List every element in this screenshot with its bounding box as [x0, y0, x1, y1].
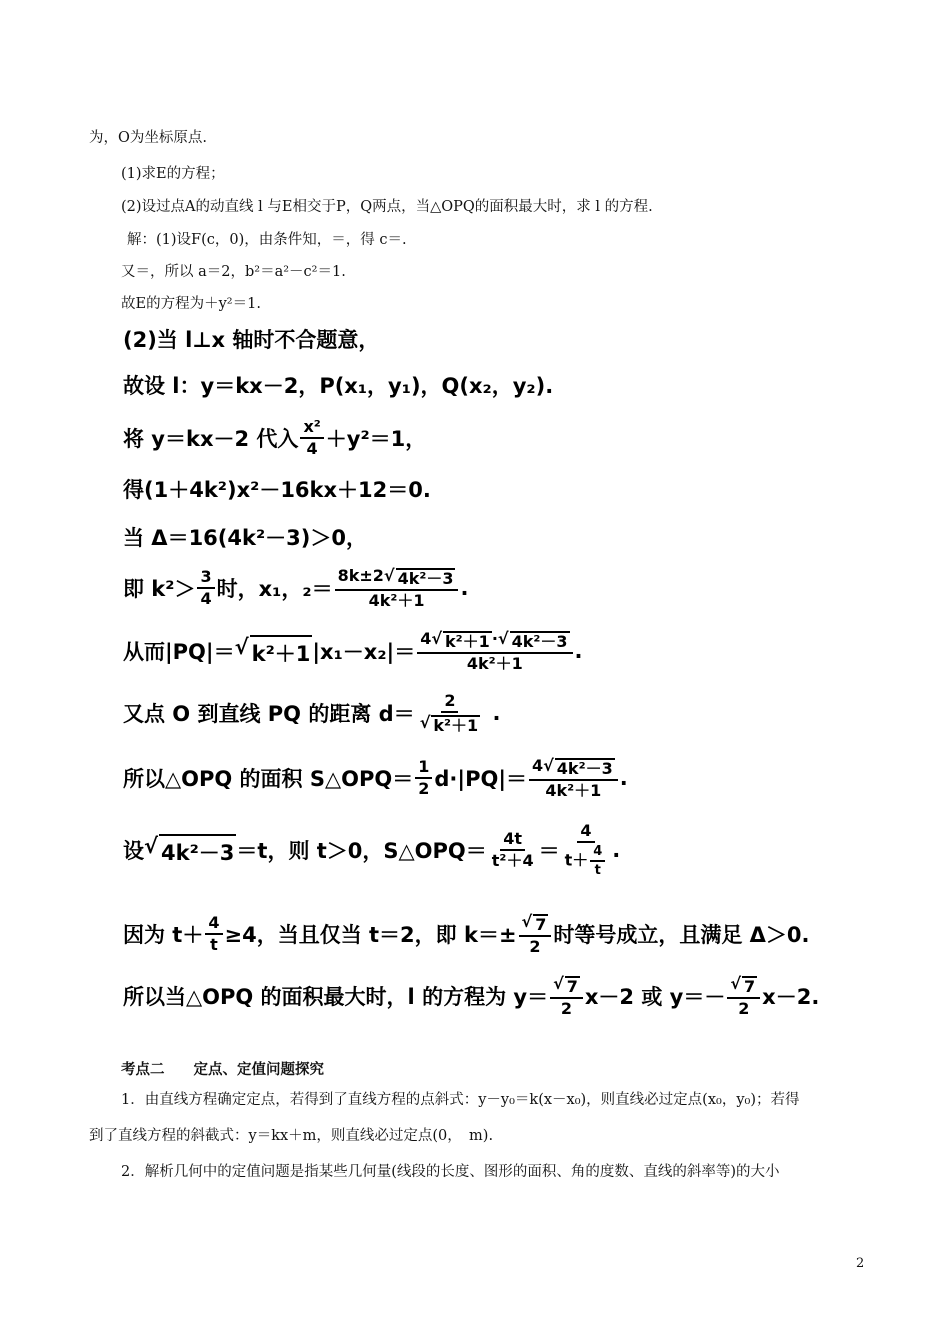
sol2-line-5: 当 Δ＝16(4k²－3)＞0，: [123, 526, 367, 550]
sol2-line-10-b: ＝t，则 t＞0，S△OPQ＝: [236, 839, 487, 863]
section-paragraph-1a: 1．由直线方程确定定点，若得到了直线方程的点斜式：y－y₀＝k(x－x₀)，则直线必过定点(x₀，y₀)；若得: [121, 1092, 800, 1108]
fraction-distance: 2 √ k²＋1: [419, 690, 479, 735]
fraction-area: 4 √ 4k²－3 4k²＋1: [529, 758, 618, 799]
solution-line-2: 又＝，所以 a＝2，b²＝a²－c²＝1.: [121, 264, 346, 280]
fraction-sqrt7-over-2-a: √ 7 2: [550, 976, 583, 1017]
fraction-roots: 8k±2 √ 4k²－3 4k²＋1: [335, 568, 459, 609]
section-paragraph-1b: 到了直线方程的斜截式：y＝kx＋m，则直线必过定点(0， m).: [89, 1128, 494, 1144]
section-paragraph-2: 2．解析几何中的定值问题是指某些几何量(线段的长度、图形的面积、角的度数、直线的斜率等)的大小: [121, 1164, 780, 1180]
solution-line-3: 故E的方程为＋y²＝1.: [121, 296, 261, 312]
sqrt-k2-plus-1: √ k²＋1: [234, 634, 311, 666]
fraction-sqrt7-over-2: √ 7 2: [519, 914, 552, 955]
sol2-line-1: (2)当 l⊥x 轴时不合题意，: [123, 328, 380, 352]
fraction-4t: $\frac{4t}{\text{t²＋4}}$: [491, 829, 534, 870]
sol2-line-12: [123, 966, 819, 1026]
sol2-line-3: [123, 412, 426, 464]
fraction-3-over-4: $\frac{3}{4}$: [197, 569, 214, 607]
fraction-x2-over-4: $\frac{\text{x²}}{4}$: [300, 419, 323, 457]
fraction-4-over-t: $\frac{4}{t}$: [205, 915, 222, 953]
fraction-sqrt7-over-2-b: √ 7 2: [727, 976, 760, 1017]
sol2-line-11-b: ≥4，当且仅当 t＝2，即 k＝±: [224, 923, 517, 947]
sol2-line-10: 设 √ 4k²－3 ＝t，则 t＞0，S△OPQ＝ $\frac{4t}{\text{t²＋4}}$ ＝ 4 t＋ $\frac{4}{t}$ .: [123, 821, 621, 878]
question-2: (2)设过点A的动直线 l 与E相交于P，Q两点，当△OPQ的面积最大时，求 l 的方程.: [121, 199, 653, 215]
sol2-line-8: 又点 O 到直线 PQ 的距离 d＝ 2 √ k²＋1 .: [123, 690, 501, 735]
sol2-line-9-b: d·|PQ|＝: [434, 767, 527, 791]
fraction-1-over-2: $\frac{1}{2}$: [415, 759, 432, 797]
page-number: 2: [856, 1256, 865, 1271]
fraction-4-over-t-plus: 4 t＋ $\frac{4}{t}$: [562, 823, 611, 877]
sol2-line-12-b: x－2 或 y＝－: [584, 985, 726, 1009]
sol2-line-9: 所以△OPQ 的面积 S△OPQ＝ $\frac{1}{2}$ d·|PQ|＝ 4 √ 4k²－3 4k²＋1 .: [123, 755, 628, 800]
fraction-pq-length: 4 √ k²＋1 · √ 4k²－3 4k²＋1: [417, 631, 572, 672]
sol2-line-2: 故设 l：y＝kx－2，P(x₁，y₁)，Q(x₂，y₂).: [123, 374, 554, 398]
sol2-line-7: 从而|PQ|＝ √ k²＋1 |x₁－x₂|＝ 4 √ k²＋1 · √ 4k²－3 4k²＋1 .: [123, 628, 583, 673]
sol2-line-11-a: 因为 t＋: [123, 923, 204, 947]
sol2-line-3-b: ＋y²＝1，: [325, 427, 427, 451]
sol2-line-3-a: 将 y＝kx－2 代入: [123, 427, 299, 451]
sol2-line-7-b: |x₁－x₂|＝: [312, 640, 416, 664]
sol2-line-6: 即 k²＞ $\frac{3}{4}$ 时，x₁，₂＝ 8k±2 √ 4k²－3 4k²＋1 .: [123, 565, 469, 610]
question-1: (1)求E的方程；: [121, 166, 225, 182]
sqrt-4k2-minus-3: √ 4k²－3: [144, 833, 235, 865]
sol2-line-12-a: 所以当△OPQ 的面积最大时，l 的方程为 y＝: [123, 985, 549, 1009]
solution-line-1: 解：(1)设F(c，0)，由条件知，＝，得 c＝.: [127, 232, 407, 248]
sol2-line-6-a: 即 k²＞: [123, 577, 196, 601]
intro-line: 为，O为坐标原点.: [89, 130, 207, 146]
sol2-line-8-a: 又点 O 到直线 PQ 的距离 d＝: [123, 702, 415, 726]
sol2-line-10-a: 设: [123, 839, 144, 863]
sol2-line-4: 得(1＋4k²)x²－16kx＋12＝0.: [123, 478, 431, 502]
sol2-line-11-c: 时等号成立，且满足 Δ＞0.: [553, 923, 810, 947]
sol2-line-9-a: 所以△OPQ 的面积 S△OPQ＝: [123, 767, 414, 791]
sol2-line-7-a: 从而|PQ|＝: [123, 640, 235, 664]
section-heading: 考点二 定点、定值问题探究: [121, 1062, 324, 1078]
sol2-line-11: [123, 906, 810, 962]
sol2-line-6-b: 时，x₁，₂＝: [216, 577, 333, 601]
sol2-line-12-c: x－2.: [762, 985, 820, 1009]
